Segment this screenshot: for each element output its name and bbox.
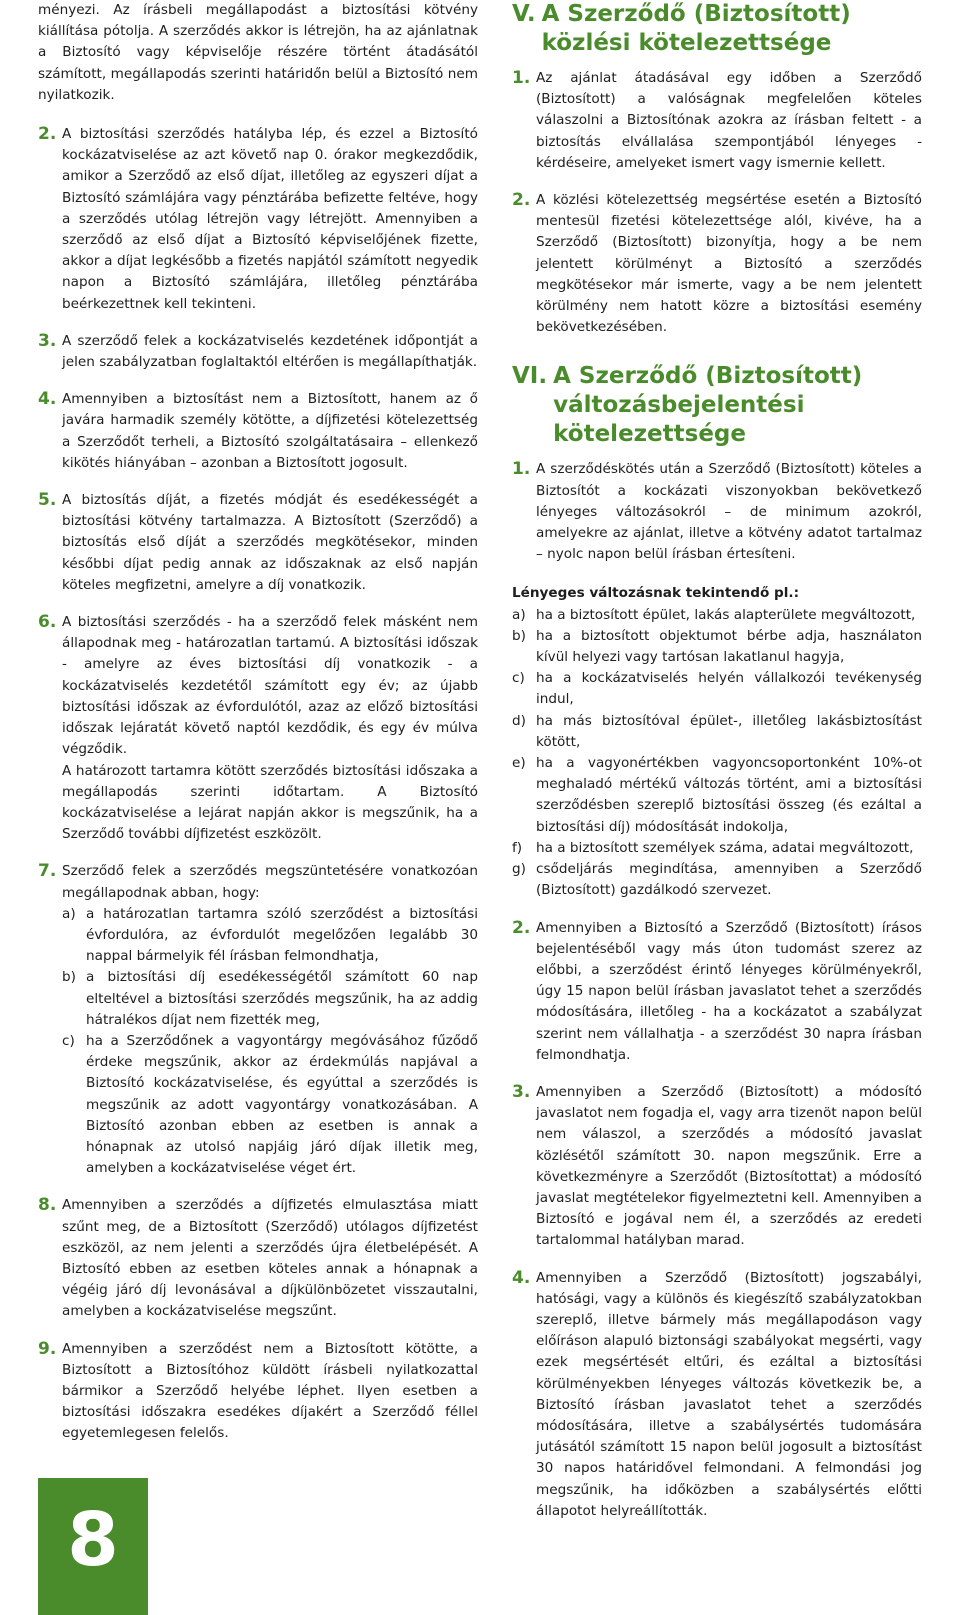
sub-item-letter: d) xyxy=(512,712,526,729)
list-item xyxy=(38,1195,478,1322)
list-item xyxy=(38,1339,478,1445)
sub-item-text: a határozatlan tartamra szóló szerződést a biztosítási évfordulóra, az évfordulót megelőzően legalább 30 nappal bármelyik fél írásban felmondhatja, xyxy=(86,905,478,965)
section-roman-numeral: V. xyxy=(512,1,536,27)
item-text: Amennyiben a Biztosító a Szerződő (Biztosított) írásos bejelentéséből vagy más úton tudomást szerez az előbbi, a szerződést érintő lényeges körülményekről, úgy 15 napon belül írásban javaslatot tehet a szerződés módosítására, illetőleg - ha a kockázatot a szabályzat szerint nem vállalhatja - a szerződést 30 napra írásban felmondhatja. xyxy=(536,919,922,1063)
item-number: 6. xyxy=(38,612,57,633)
sub-item xyxy=(512,753,922,838)
left-column xyxy=(38,0,478,1445)
sub-item xyxy=(512,859,922,901)
sub-item-letter: a) xyxy=(512,606,526,623)
sub-item-text: csődeljárás megindítása, amennyiben a Szerződő (Biztosított) gazdálkodó szervezet. xyxy=(536,861,922,899)
sub-item-text: ha a Szerződőnek a vagyontárgy megóvásához fűződő érdeke megszűnik, akkor az érdekmúlás napjával a Biztosító kockázatviselése, és egyúttal a szerződés is megszűnik az adott vagyontárgy vonatkozásában. A Biztosító azonban ebben az esetben is annak a hónapnak az utolsó napjáig járó díjak illetik meg, amelyben a kockázatviselése véget ért. xyxy=(86,1032,478,1177)
item-text: Amennyiben a szerződés a díjfizetés elmulasztása miatt szűnt meg, de a Biztosított (Szerződő) utólagos díjfizetést eszközöl, az nem jelenti a szerződés újra életbelépését. A Biztosító ebben az esetben köteles annak a hónapnak a végéig járó díj levonásával a díjkülönbözetet visszautalni, amelyben a kockázatviselése megszűnt. xyxy=(62,1197,478,1320)
sub-item xyxy=(512,626,922,668)
list-item xyxy=(38,124,478,315)
item-text: A szerződő felek a kockázatviselés kezdetének időpontját a jelen szabályzatban foglaltaktól eltérően is megállapíthatják. xyxy=(62,332,478,371)
subheading: Lényeges változásnak tekintendő pl.: xyxy=(512,585,800,602)
item-text: A biztosítás díját, a fizetés módját és esedékességét a biztosítási kötvény tartalmazza. A Biztosított (Szerződő) a biztosítás első díját a szerződés megkötésekor, minden későbbi díjat pedig annak az időszaknak az első napján köteles megfizetni, amelyre a díj vonatkozik. xyxy=(62,492,478,593)
list-item xyxy=(512,190,922,338)
sub-item-letter: b) xyxy=(62,969,76,986)
item-number: 4. xyxy=(512,1267,531,1288)
item-number: 2. xyxy=(38,124,57,145)
list-item xyxy=(38,389,478,474)
section-heading xyxy=(512,362,922,449)
item-text: A biztosítási szerződés hatályba lép, és ezzel a Biztosító kockázatviselése az azt követő nap 0. órakor megkezdődik, amikor a Szerződő az első díjat, illetőleg az egyszeri díjat a Biztosító számlájára vagy pénztárába befizette feltéve, hogy a szerződés utólag létrejön vagy létrejött. Amennyiben a szerződő az első díjat a Biztosító képviselőjének fizette, akkor a díjat legkésőbb a fizetés napjától számított negyedik napon a Biztosító számlájára, illetőleg pénztárába beérkezettnek kell tekinteni. xyxy=(62,126,478,312)
section-title: A Szerződő (Biztosított) változásbejelentési kötelezettsége xyxy=(553,363,863,448)
section-title: A Szerződő (Biztosított) közlési kötelezettsége xyxy=(541,1,851,56)
sub-item xyxy=(62,1031,478,1179)
sub-item-text: ha a biztosított objektumot bérbe adja, használaton kívül helyezi vagy tartósan lakatlanul hagyja, xyxy=(536,627,922,666)
item-text: Amennyiben a biztosítást nem a Biztosított, hanem az ő javára harmadik személy kötötte, a díjfizetési kötelezettség a Szerződőt terheli, a Biztosító szolgáltatásaira – ellenkező kikötés hiányában – azonban a Biztosított jogosult. xyxy=(62,391,478,471)
item-text: Szerződő felek a szerződés megszüntetésére vonatkozóan megállapodnak abban, hogy: xyxy=(62,863,478,901)
item-text: A biztosítási szerződés - ha a szerződő felek másként nem állapodnak meg - határozatlan tartamú. A biztosítási időszak - amelyre az éves biztosítási díj vonatkozik - a kockázatviselés kezdetétől számított egy év; az újabb biztosítási időszak az évfordulótól, azaz az előző biztosítási időszak lejáratát követő naptól kezdődik, és egy év múlva végződik. xyxy=(62,614,478,758)
sub-item-text: ha a biztosított épület, lakás alapterülete megváltozott, xyxy=(536,606,916,623)
item-number: 4. xyxy=(38,389,57,410)
item-number: 3. xyxy=(38,330,57,351)
sub-item-text: ha más biztosítóval épület-, illetőleg lakásbiztosítást kötött, xyxy=(536,712,922,750)
sub-item xyxy=(512,838,922,859)
item-number: 2. xyxy=(512,190,531,211)
sub-item-letter: b) xyxy=(512,627,526,644)
item-text: A határozott tartamra kötött szerződés biztosítási időszaka a megállapodás szerinti időtartam. A Biztosító kockázatviselése a lejárat napján akkor is megszűnik, ha a Szerződő további díjfizetést eszközölt. xyxy=(62,762,478,843)
item-number: 2. xyxy=(512,917,531,938)
sub-item-letter: e) xyxy=(512,755,526,772)
item-text: Amennyiben a Szerződő (Biztosított) a módosító javaslatot nem fogadja el, vagy arra tizenöt napon belül nem válaszol, a szerződés a módosító javaslat közlésétől számított 30. napon megszűnik. Erre a következményre a Szerződőt (Biztosítottat) a módosító javaslat megtételekor figyelmeztetni kell. Amennyiben a Biztosító e jogával nem él, a szerződés az eredeti tartalommal hatályban marad. xyxy=(536,1083,922,1249)
sub-item-text: a biztosítási díj esedékességétől számított 60 nap elteltével a biztosítási szerződés megszűnik, ha az addig hátralékos díjat nem fizették meg, xyxy=(86,969,478,1028)
sub-item-text: ha a biztosított személyek száma, adatai megváltozott, xyxy=(536,839,914,856)
item-text: A szerződéskötés után a Szerződő (Biztosított) köteles a Biztosítót a kockázati viszonyokban bekövetkező lényeges változásokról – de minimum azokról, amelyekre az ajánlat, illetve a kötvény adatot tartalmaz – nyolc napon belül írásban értesíteni. xyxy=(536,461,922,563)
sub-item-text: ha a kockázatviselés helyén vállalkozói tevékenység indul, xyxy=(536,670,922,708)
item-number: 1. xyxy=(512,68,531,88)
item-number: 3. xyxy=(512,1081,531,1102)
right-column xyxy=(512,0,922,1522)
item-number: 7. xyxy=(38,861,57,882)
sub-item xyxy=(62,904,478,968)
list-item xyxy=(38,490,478,596)
sub-item-letter: g) xyxy=(512,861,526,878)
list-item xyxy=(38,331,478,373)
item-text: Amennyiben a Szerződő (Biztosított) jogszabályi, hatósági, vagy a különös és kiegészítő szabályzatokban szereplő, illetve bármely más megállapodáson vagy előíráson alapuló biztonsági szabályokat megsérti, vagy ezek megsértését eltűri, és ezáltal a biztosítási körülményekben lényeges változás következik be, a Biztosító írásban javaslatot tehet a szerződés módosítására, illetve a szabálysértés tudomására jutásától számított 15 napon belül jogosult a biztosítást 30 napos határidővel felmondani. A felmondási jog megszűnik, ha időközben a szabálysértés előtti állapotot helyreállították. xyxy=(536,1269,922,1519)
sub-item-letter: f) xyxy=(512,839,523,856)
page-number-box xyxy=(38,1478,148,1615)
list-item xyxy=(512,1082,922,1252)
intro-paragraph: ményezi. Az írásbeli megállapodást a biztosítási kötvény kiállítása pótolja. A szerződés akkor is létrejön, ha az ajánlatnak a Biztosító vagy képviselője részére történt átadásától számított, megállapodás szerinti határidőn belül a Biztosító nem nyilatkozik. xyxy=(38,2,478,103)
page-number: 8 xyxy=(67,1497,119,1583)
section-roman-numeral: VI. xyxy=(512,363,548,390)
sub-item-letter: a) xyxy=(62,905,76,922)
list-item xyxy=(512,459,922,565)
sub-item-text: ha a vagyonértékben vagyoncsoportonként 10%-ot meghaladó mértékű változás történt, ami a biztosítási szerződésben szereplő biztosítási összeg (és ezáltal a biztosítási díj) módosítását indokolja, xyxy=(536,755,922,835)
list-item xyxy=(38,612,478,845)
list-item xyxy=(512,918,922,1066)
sub-item xyxy=(512,668,922,710)
item-number: 1. xyxy=(512,459,531,480)
item-text: A közlési kötelezettség megsértése esetén a Biztosító mentesül fizetési kötelezettsége alól, kivéve, ha a Szerződő (Biztosított) bizonyítja, hogy a be nem jelentett körülményt a Biztosító a szerződés megkötésekor már ismerte, vagy a be nem jelentett körülmény nem hatott közre a biztosítási esemény bekövetkezésében. xyxy=(536,192,922,336)
sub-item xyxy=(62,967,478,1031)
sub-item xyxy=(512,605,922,626)
sub-item-letter: c) xyxy=(62,1032,75,1049)
list-item xyxy=(512,1268,922,1522)
item-text: Amennyiben a szerződést nem a Biztosított kötötte, a Biztosított a Biztosítóhoz küldött írásbeli nyilatkozattal bármikor a Szerződő helyébe léphet. Ilyen esetben a biztosítási időszakra esedékes díjakért a Szerződő féllel egyetemlegesen felelős. xyxy=(62,1340,478,1442)
list-item xyxy=(512,68,922,174)
list-item xyxy=(38,861,478,1179)
item-number: 5. xyxy=(38,490,57,511)
sub-item xyxy=(512,711,922,753)
item-number: 8. xyxy=(38,1195,57,1216)
item-number: 9. xyxy=(38,1338,57,1359)
sub-item-letter: c) xyxy=(512,670,525,687)
item-text: Az ajánlat átadásával egy időben a Szerződő (Biztosított) a valóságnak megfelelően köteles válaszolni a Biztosítónak azokra az írásban feltett - a biztosítás elvállalása szempontjából lényeges - kérdéseire, amelyeket ismert vagy ismernie kellett. xyxy=(536,70,922,171)
section-heading xyxy=(512,0,922,58)
